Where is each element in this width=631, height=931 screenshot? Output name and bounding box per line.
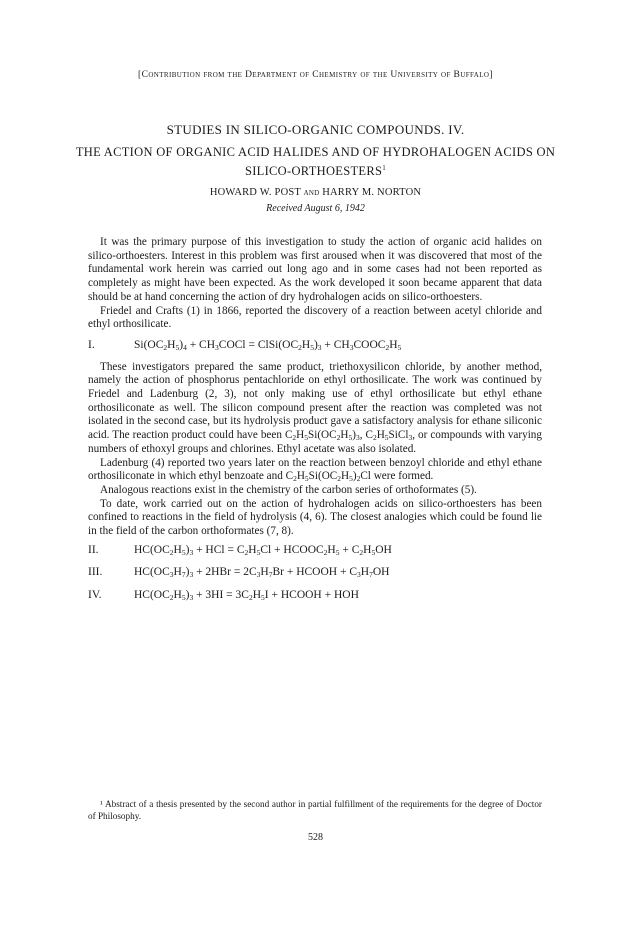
equation-1 bbox=[88, 339, 542, 353]
contribution-header: [Contribution from the Department of Chemistry of the University of Buffalo] bbox=[138, 70, 493, 80]
paragraph-5: Analogous reactions exist in the chemistry of the carbon series of orthoformates (5). bbox=[100, 483, 477, 496]
page-number: 528 bbox=[308, 832, 323, 843]
paragraph-6: To date, work carried out on the action of hydrohalogen acids on silico-orthoesters has been confined to reactions in the field of hydrolysis (4, 6). The closest analogies which could be found lie in the field of the carbon orthoformates (7, 8). bbox=[88, 497, 542, 538]
paragraph-2: Friedel and Crafts (1) in 1866, reported the discovery of a reaction between acetyl chloride and ethyl orthosilicate. bbox=[88, 304, 542, 331]
paragraph-3-text-a: These investigators prepared the same product, triethoxysilicon chloride, by another method, namely the action of phosphorus pentachloride on ethyl orthosilicate. The work was continued by Friedel and Ladenburg (2, 3), not only making use of ethyl orthosilicate but ethyl ethane orthosiliconate as well. The silicon compound present after the reaction was completed was not isolated in the second case, but its hydrolysis product gave a satisfactory analysis for ethane siliconic acid. The reaction product could have been bbox=[88, 360, 542, 442]
authors bbox=[60, 187, 571, 198]
equation-2-formula: $HC(OC_2H_5)_3$ + HCl = $C_2H_5Cl$ + $HCOOC_2H_5 + C_2H_5OH$ bbox=[134, 543, 392, 557]
equation-3 bbox=[88, 566, 542, 580]
paragraph-3: These investigators prepared the same product, triethoxysilicon chloride, by another method, namely the action of phosphorus pentachloride on ethyl orthosilicate. The work was continued by Friedel and Ladenburg (2, 3), not only making use of ethyl orthosilicate but ethyl ethane orthosiliconate as well. The silicon compound present after the reaction was completed was not isolated in the second case, but its hydrolysis product gave a satisfactory analysis for ethane siliconic acid. The reaction product could have been $C_2H_5Si(OC_2H_5)_3$, $C_2H_5SiCl_3$, or compounds with varying numbers of ethoxyl groups and chlorines. Ethyl acetate was also isolated. bbox=[88, 360, 542, 455]
equation-4 bbox=[88, 589, 542, 603]
paragraph-1: It was the primary purpose of this investigation to study the action of organic acid halides on silico-orthoesters. Interest in this problem was first aroused when it was discovered that most of the fundamental work herein was carried out long ago and in some cases had not been reported as completely as might have been expected. As the work developed it soon became apparent that data should be at hand concerning the action of dry hydrohalogen acids on silico-orthoesters. bbox=[88, 236, 542, 303]
equations-group bbox=[88, 544, 542, 603]
equation-1-formula: $Si(OC_2H_5)_4$ + $CH_3COCl$ = $ClSi(OC_2H_5)_3$ + $CH_3COOC_2H_5$ bbox=[134, 338, 402, 352]
author-1: HOWARD W. POST bbox=[209, 187, 301, 199]
paragraph-4-text-a: Ladenburg (4) reported two years later on the reaction between benzoyl chloride and ethyl ethane orthosiliconate in which ethyl benzoate and bbox=[88, 456, 542, 483]
equation-2-number: II. bbox=[88, 543, 99, 556]
paragraph-3-text-b: or compounds with varying numbers of ethoxyl groups and chlorines. Ethyl acetate was also isolated. bbox=[88, 429, 542, 455]
title-block bbox=[60, 122, 571, 214]
equation-1-number: I. bbox=[88, 338, 95, 351]
equation-3-formula: $HC(OC_3H_7)_3 + 2HBr = 2C_3H_7Br$ + HCOOH + $C_3H_7OH$ bbox=[134, 566, 390, 580]
author-2: HARRY M. NORTON bbox=[322, 187, 422, 199]
received-date: Received August 6, 1942 bbox=[266, 203, 365, 215]
article-body bbox=[88, 236, 542, 612]
footnote-marker: 1 bbox=[382, 164, 387, 172]
equation-2 bbox=[88, 544, 542, 558]
author-conjunction: and bbox=[303, 187, 320, 199]
equation-4-number: IV. bbox=[88, 589, 102, 602]
paragraph-4-text-b: were formed. bbox=[373, 470, 434, 483]
footnote: ¹ Abstract of a thesis presented by the second author in partial fulfillment of the requirements for the degree of Doctor of Philosophy. bbox=[88, 799, 542, 821]
equation-4-formula: $HC(OC_2H_5)_3 + 3HI = 3C_2H_5I$ + HCOOH + HOH bbox=[134, 589, 359, 603]
article-title bbox=[60, 144, 571, 179]
article-title-text: THE ACTION OF ORGANIC ACID HALIDES AND OF HYDROHALOGEN ACIDS ON SILICO-ORTHOESTERS bbox=[75, 145, 556, 179]
equation-3-number: III. bbox=[88, 566, 103, 579]
paragraph-4: Ladenburg (4) reported two years later on the reaction between benzoyl chloride and ethyl ethane orthosiliconate in which ethyl benzoate and $C_2H_5Si(OC_2H_5)_2Cl$ were formed. bbox=[88, 456, 542, 484]
series-title: STUDIES IN SILICO-ORGANIC COMPOUNDS. IV. bbox=[166, 122, 465, 137]
